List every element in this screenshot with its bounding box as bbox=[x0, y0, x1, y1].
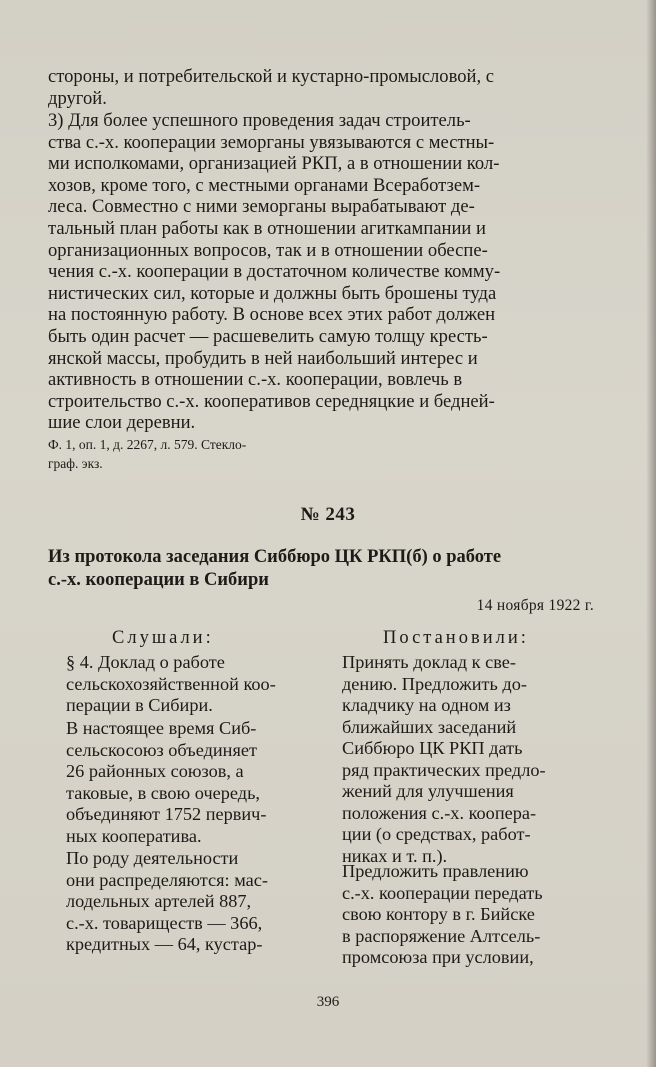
right-column-heading: Постановили: bbox=[383, 628, 529, 648]
document-title: Из протокола заседания Сиббюро ЦК РКП(б) о работе с.-х. кооперации в Сибири bbox=[48, 547, 502, 590]
page-number: 396 bbox=[316, 994, 340, 1010]
left-column-paragraph-2: В настоящее время Сиб- сельскосоюз объединяет 26 районных союзов, а таковые, в свою очередь, объединяют 1752 первич- ных кооператива. bbox=[66, 718, 267, 846]
document-number: № 243 bbox=[300, 504, 356, 525]
page-edge-shadow bbox=[646, 0, 656, 1067]
left-column-paragraph-3: По роду деятельности они распределяются: мас- лодельных артелей 887, с.-х. товариществ — 366, кредитных — 64, кустар- bbox=[66, 848, 268, 954]
right-column-paragraph-2: Предложить правлению с.-х. кооперации передать свою контору в г. Бийске в распоряжение Алтсель- промсоюза при условии, bbox=[342, 861, 543, 967]
document-date: 14 ноября 1922 г. bbox=[476, 597, 594, 614]
left-column-paragraph-1: § 4. Доклад о работе сельскохозяйственной коо- перации в Сибири. bbox=[66, 652, 276, 715]
right-column-paragraph-1: Принять доклад к све- дению. Предложить до- кладчику на одном из ближайших заседаний Сиббюро ЦК РКП дать ряд практических предло- жений для улучшения положения с.-х. коопера- ции (о средствах, работ- никах и т. п.). bbox=[342, 652, 546, 866]
archival-source-note: Ф. 1, оп. 1, д. 2267, л. 579. Стекло- граф. экз. bbox=[48, 437, 247, 471]
paragraph-item-3: 3) Для более успешного проведения задач строитель- ства с.-х. кооперации земорганы увязываются с местны- ми исполкомами, организацией РКП, а в отношении кол- хозов, кроме того, с местными органами Всеработзем- леса. Совместно с ними земорганы вырабатывают де- тальный план работы как в отношении агиткампании и организационных вопросов, так и в отношении обеспе- чения с.-х. кооперации в достаточном количестве комму- нистических сил, которые и должны быть брошены туда на постоянную работу. В основе всех этих работ должен быть один расчет — расшевелить самую толщу кресть- янской массы, пробудить в ней наибольший интерес и активность в отношении с.-х. кооперации, вовлечь в строительство с.-х. кооперативов середняцкие и бедней- шие слои деревни. bbox=[48, 110, 501, 434]
left-column-heading: Слушали: bbox=[112, 628, 214, 648]
paragraph-continuation: стороны, и потребительской и кустарно-промысловой, с другой. bbox=[48, 66, 495, 109]
